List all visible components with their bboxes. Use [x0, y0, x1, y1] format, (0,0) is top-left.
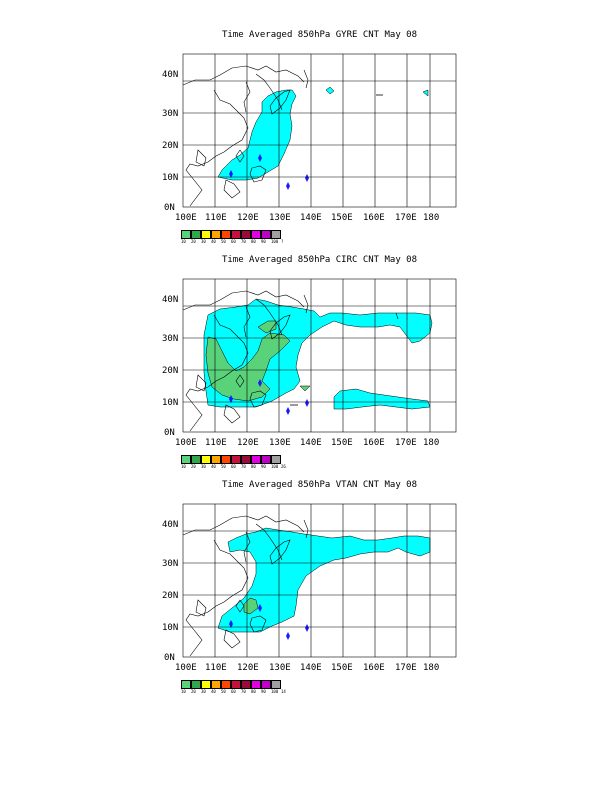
legend-swatch [231, 680, 241, 689]
legend-label: 26 [281, 464, 286, 469]
lon-tick-label: 130E [269, 438, 291, 448]
color-legend [181, 680, 291, 698]
shaded-region-main [218, 528, 430, 632]
legend-swatch [231, 230, 241, 239]
legend-label: 40 [211, 464, 216, 469]
legend-label: 70 [241, 689, 246, 694]
legend-swatch [211, 230, 221, 239]
lon-tick-label: 170E [395, 438, 417, 448]
legend-labels [181, 689, 291, 694]
lat-tick-label: 20N [162, 591, 179, 601]
legend-swatch [271, 230, 281, 239]
lon-tick-label: 170E [395, 213, 417, 223]
legend-label: 80 [251, 239, 256, 244]
lon-tick-label: 140E [300, 438, 322, 448]
map-gyre [0, 30, 612, 255]
legend-swatch [261, 455, 271, 464]
legend-label: 90 [261, 689, 266, 694]
lon-tick-label: 110E [205, 213, 227, 223]
legend-swatch [181, 680, 191, 689]
legend-swatch [241, 230, 251, 239]
legend-swatch [231, 455, 241, 464]
panel-title: Time Averaged 850hPa VTAN CNT May 08 [221, 480, 418, 490]
shaded-region-east [334, 389, 430, 409]
legend-label: 90 [261, 464, 266, 469]
panel-vtan [0, 480, 612, 705]
legend-swatch [251, 455, 261, 464]
lon-tick-label: 100E [175, 663, 197, 673]
lon-tick-label: 110E [205, 438, 227, 448]
lon-tick-label: 110E [205, 663, 227, 673]
legend-swatch [251, 230, 261, 239]
lat-tick-label: 40N [162, 295, 179, 305]
legend-swatch [221, 455, 231, 464]
lon-tick-label: 160E [363, 213, 385, 223]
legend-label: 70 [241, 239, 246, 244]
legend-label: 40 [211, 689, 216, 694]
legend-label: 80 [251, 689, 256, 694]
lon-tick-label: 180 [423, 213, 440, 223]
lat-tick-label: 40N [162, 520, 179, 530]
legend-label: 10 [181, 689, 186, 694]
legend-labels [181, 239, 291, 244]
color-legend [181, 230, 291, 248]
legend-swatch [191, 680, 201, 689]
legend-swatch [181, 455, 191, 464]
legend-swatch [251, 680, 261, 689]
marker-icon [286, 632, 290, 640]
legend-label: 20 [191, 239, 196, 244]
lat-tick-label: 30N [162, 334, 179, 344]
legend-label: 30 [201, 689, 206, 694]
legend-label: 100 [271, 689, 279, 694]
legend-swatch [241, 680, 251, 689]
lon-tick-label: 170E [395, 663, 417, 673]
lon-tick-label: 150E [331, 663, 353, 673]
marker-icon [286, 407, 290, 415]
legend-swatches [181, 230, 291, 239]
lat-tick-label: 10N [162, 173, 179, 183]
legend-label: 30 [201, 239, 206, 244]
lat-tick-label: 0N [164, 653, 175, 663]
lon-tick-label: 150E [331, 213, 353, 223]
panel-circ [0, 255, 612, 480]
legend-swatch [221, 230, 231, 239]
panel-title: Time Averaged 850hPa CIRC CNT May 08 [221, 255, 418, 265]
lon-tick-label: 180 [423, 438, 440, 448]
legend-label: ? [281, 239, 284, 244]
legend-label: 10 [181, 239, 186, 244]
legend-label: 60 [231, 689, 236, 694]
legend-swatches [181, 680, 291, 689]
legend-swatch [271, 680, 281, 689]
legend-label: 50 [221, 689, 226, 694]
lon-tick-label: 180 [423, 663, 440, 673]
legend-swatch [241, 455, 251, 464]
legend-swatch [181, 230, 191, 239]
legend-label: 100 [271, 239, 279, 244]
shaded-region-small [326, 87, 334, 94]
lat-tick-label: 10N [162, 623, 179, 633]
legend-label: 60 [231, 239, 236, 244]
lon-tick-label: 120E [237, 213, 259, 223]
legend-label: 14 [281, 689, 286, 694]
lat-tick-label: 0N [164, 428, 175, 438]
legend-swatch [201, 680, 211, 689]
legend-label: 60 [231, 464, 236, 469]
legend-label: 20 [191, 464, 196, 469]
legend-swatch [211, 680, 221, 689]
lon-tick-label: 130E [269, 213, 291, 223]
lon-tick-label: 100E [175, 213, 197, 223]
legend-label: 90 [261, 239, 266, 244]
marker-icon [305, 174, 309, 182]
shaded-region-small [423, 90, 428, 96]
lat-tick-label: 30N [162, 109, 179, 119]
lon-tick-label: 120E [237, 663, 259, 673]
legend-label: 50 [221, 239, 226, 244]
legend-label: 100 [271, 464, 279, 469]
lon-tick-label: 140E [300, 213, 322, 223]
legend-swatch [261, 230, 271, 239]
legend-swatch [261, 680, 271, 689]
lat-tick-label: 20N [162, 366, 179, 376]
lat-tick-label: 10N [162, 398, 179, 408]
lon-tick-label: 150E [331, 438, 353, 448]
lon-tick-label: 130E [269, 663, 291, 673]
legend-swatch [221, 680, 231, 689]
panel-title: Time Averaged 850hPa GYRE CNT May 08 [221, 30, 418, 40]
lat-tick-label: 40N [162, 70, 179, 80]
legend-swatch [211, 455, 221, 464]
map-circ [0, 255, 612, 480]
panel-gyre [0, 30, 612, 255]
legend-swatch [271, 455, 281, 464]
lat-tick-label: 20N [162, 141, 179, 151]
legend-swatch [191, 455, 201, 464]
legend-label: 70 [241, 464, 246, 469]
map-vtan [0, 480, 612, 705]
marker-icon [305, 624, 309, 632]
legend-swatch [191, 230, 201, 239]
legend-labels [181, 464, 291, 469]
legend-label: 40 [211, 239, 216, 244]
lon-tick-label: 100E [175, 438, 197, 448]
shaded-region-triangle [300, 386, 310, 391]
lat-tick-label: 0N [164, 203, 175, 213]
color-legend [181, 455, 291, 473]
marker-icon [305, 399, 309, 407]
lat-tick-label: 30N [162, 559, 179, 569]
legend-label: 50 [221, 464, 226, 469]
legend-label: 10 [181, 464, 186, 469]
legend-label: 20 [191, 689, 196, 694]
lon-tick-label: 160E [363, 663, 385, 673]
legend-swatch [201, 230, 211, 239]
legend-label: 30 [201, 464, 206, 469]
legend-swatches [181, 455, 291, 464]
lon-tick-label: 140E [300, 663, 322, 673]
legend-label: 80 [251, 464, 256, 469]
legend-swatch [201, 455, 211, 464]
lon-tick-label: 120E [237, 438, 259, 448]
lon-tick-label: 160E [363, 438, 385, 448]
marker-icon [286, 182, 290, 190]
